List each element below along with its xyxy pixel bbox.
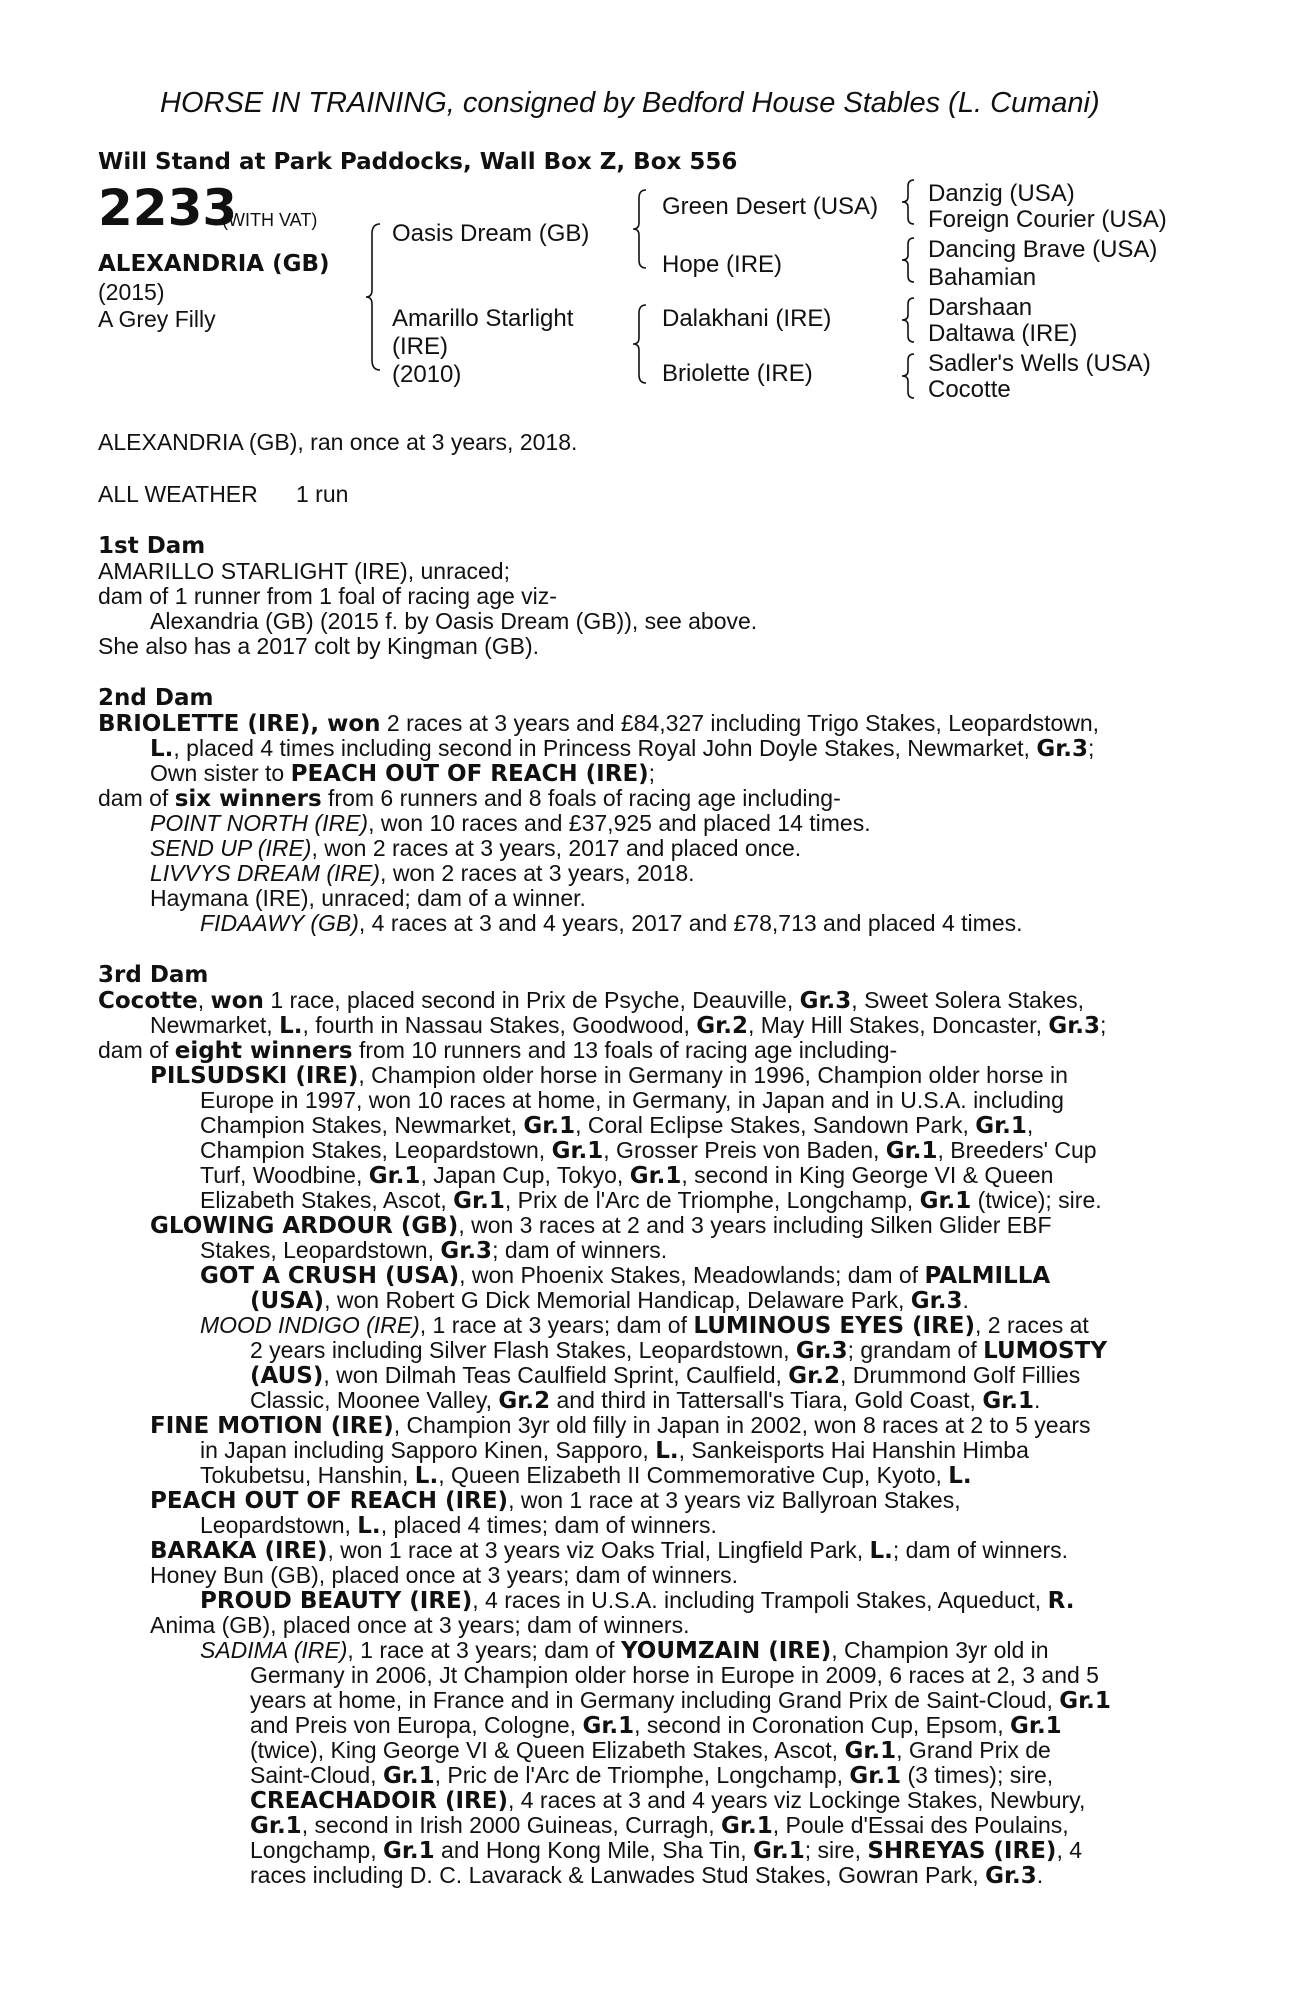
third-dam-line: (AUS), won Dilmah Teas Caulfield Sprint, Caulfield, Gr.2, Drummond Golf Fillies — [250, 1362, 1081, 1389]
second-dam-line: Haymana (IRE), unraced; dam of a winner. — [150, 885, 586, 911]
all-weather-runs: 1 run — [296, 481, 349, 507]
pedigree-brace-sire — [630, 188, 650, 270]
second-dam-line: FIDAAWY (GB), 4 races at 3 and 4 years, 2017 and £78,713 and placed 4 times. — [200, 910, 1023, 936]
second-dam-heading: 2nd Dam — [98, 685, 214, 711]
third-dam-line: Elizabeth Stakes, Ascot, Gr.1, Prix de l'Arc de Triomphe, Longchamp, Gr.1 (twice); sire. — [200, 1187, 1102, 1214]
pedigree-brace-dam — [630, 303, 650, 385]
third-dam-line: Cocotte, won 1 race, placed second in Prix de Psyche, Deauville, Gr.3, Sweet Solera Stakes, — [98, 987, 1084, 1014]
third-dam-line: GLOWING ARDOUR (GB), won 3 races at 2 and 3 years including Silken Glider EBF — [150, 1212, 1052, 1239]
third-dam-line: GOT A CRUSH (USA), won Phoenix Stakes, Meadowlands; dam of PALMILLA — [200, 1262, 1051, 1289]
second-dam-line: POINT NORTH (IRE), won 10 races and £37,925 and placed 14 times. — [150, 810, 871, 836]
third-dam-line: Saint-Cloud, Gr.1, Pric de l'Arc de Triomphe, Longchamp, Gr.1 (3 times); sire, — [250, 1762, 1054, 1789]
third-dam-line: SADIMA (IRE), 1 race at 3 years; dam of YOUMZAIN (IRE), Champion 3yr old in — [200, 1637, 1049, 1664]
pedigree-sire-dam: Hope (IRE) — [662, 251, 783, 278]
foaling-year: (2015) — [98, 279, 165, 305]
lot-number: 2233 — [98, 179, 238, 237]
pedigree-g3-item: Bahamian — [928, 264, 1037, 291]
pedigree-sire-sire: Green Desert (USA) — [662, 193, 879, 220]
third-dam-line: Classic, Moonee Valley, Gr.2 and third in Tattersall's Tiara, Gold Coast, Gr.1. — [250, 1387, 1041, 1414]
third-dam-line: Honey Bun (GB), placed once at 3 years; dam of winners. — [150, 1562, 739, 1588]
third-dam-line: Turf, Woodbine, Gr.1, Japan Cup, Tokyo, Gr.1, second in King George VI & Queen — [200, 1162, 1054, 1189]
first-dam-line: She also has a 2017 colt by Kingman (GB). — [98, 633, 540, 659]
third-dam-line: Germany in 2006, Jt Champion older horse in Europe in 2009, 6 races at 2, 3 and 5 — [250, 1662, 1099, 1688]
pedigree-brace-g3-4 — [898, 352, 918, 400]
pedigree-brace-main — [364, 222, 384, 372]
third-dam-line: PEACH OUT OF REACH (IRE), won 1 race at 3 years viz Ballyroan Stakes, — [150, 1487, 961, 1514]
second-dam-line: SEND UP (IRE), won 2 races at 3 years, 2017 and placed once. — [150, 835, 802, 861]
third-dam-line: dam of eight winners from 10 runners and 13 foals of racing age including- — [98, 1037, 898, 1064]
pedigree-dam-year: (2010) — [392, 361, 462, 388]
third-dam-line: Champion Stakes, Newmarket, Gr.1, Coral Eclipse Stakes, Sandown Park, Gr.1, — [200, 1112, 1034, 1139]
first-dam-line: Alexandria (GB) (2015 f. by Oasis Dream (GB)), see above. — [150, 608, 758, 634]
pedigree-dam-suffix: (IRE) — [392, 333, 448, 360]
third-dam-line: CREACHADOIR (IRE), 4 races at 3 and 4 years viz Lockinge Stakes, Newbury, — [250, 1787, 1086, 1814]
pedigree-g3-item: Sadler's Wells (USA) — [928, 350, 1151, 377]
first-dam-line: AMARILLO STARLIGHT (IRE), unraced; — [98, 558, 510, 584]
third-dam-line: Europe in 1997, won 10 races at home, in Germany, in Japan and in U.S.A. including — [200, 1087, 1064, 1113]
pedigree-g3-item: Foreign Courier (USA) — [928, 206, 1167, 233]
third-dam-line: Leopardstown, L., placed 4 times; dam of winners. — [200, 1512, 717, 1539]
third-dam-line: (twice), King George VI & Queen Elizabeth Stakes, Ascot, Gr.1, Grand Prix de — [250, 1737, 1051, 1764]
third-dam-line: and Preis von Europa, Cologne, Gr.1, second in Coronation Cup, Epsom, Gr.1 — [250, 1712, 1062, 1739]
third-dam-line: (USA), won Robert G Dick Memorial Handicap, Delaware Park, Gr.3. — [250, 1287, 969, 1314]
pedigree-dam-sire: Dalakhani (IRE) — [662, 305, 832, 332]
stall-location: Will Stand at Park Paddocks, Wall Box Z, Box 556 — [98, 149, 738, 175]
horse-name: ALEXANDRIA (GB) — [98, 251, 330, 277]
pedigree-g3-item: Cocotte — [928, 376, 1011, 403]
third-dam-line: PROUD BEAUTY (IRE), 4 races in U.S.A. including Trampoli Stakes, Aqueduct, R. — [200, 1587, 1075, 1614]
second-dam-line: BRIOLETTE (IRE), won 2 races at 3 years and £84,327 including Trigo Stakes, Leopardstown, — [98, 710, 1100, 737]
third-dam-line: 2 years including Silver Flash Stakes, Leopardstown, Gr.3; grandam of LUMOSTY — [250, 1337, 1107, 1364]
all-weather-label: ALL WEATHER — [98, 481, 258, 507]
pedigree-g3-item: Dancing Brave (USA) — [928, 236, 1158, 263]
third-dam-line: BARAKA (IRE), won 1 race at 3 years viz Oaks Trial, Lingfield Park, L.; dam of winners. — [150, 1537, 1069, 1564]
third-dam-line: Anima (GB), placed once at 3 years; dam of winners. — [150, 1612, 690, 1638]
third-dam-line: Champion Stakes, Leopardstown, Gr.1, Grosser Preis von Baden, Gr.1, Breeders' Cup — [200, 1137, 1097, 1164]
third-dam-line: FINE MOTION (IRE), Champion 3yr old filly in Japan in 2002, won 8 races at 2 to 5 years — [150, 1412, 1091, 1439]
vat-note: (WITH VAT) — [222, 210, 318, 230]
third-dam-line: Newmarket, L., fourth in Nassau Stakes, Goodwood, Gr.2, May Hill Stakes, Doncaster, Gr.3; — [150, 1012, 1107, 1039]
second-dam-line: dam of six winners from 6 runners and 8 foals of racing age including- — [98, 785, 841, 812]
third-dam-line: in Japan including Sapporo Kinen, Sapporo, L., Sankeisports Hai Hanshin Himba — [200, 1437, 1029, 1464]
horse-description: A Grey Filly — [98, 306, 216, 332]
pedigree-dam-dam: Briolette (IRE) — [662, 360, 813, 387]
third-dam-line: Stakes, Leopardstown, Gr.3; dam of winners. — [200, 1237, 668, 1264]
pedigree-brace-g3-1 — [898, 178, 918, 226]
third-dam-line: races including D. C. Lavarack & Lanwades Stud Stakes, Gowran Park, Gr.3. — [250, 1862, 1044, 1889]
third-dam-heading: 3rd Dam — [98, 962, 209, 988]
pedigree-sire: Oasis Dream (GB) — [392, 220, 590, 247]
third-dam-line: Longchamp, Gr.1 and Hong Kong Mile, Sha Tin, Gr.1; sire, SHREYAS (IRE), 4 — [250, 1837, 1083, 1864]
page-title: HORSE IN TRAINING, consigned by Bedford House Stables (L. Cumani) — [160, 87, 1100, 119]
pedigree-dam: Amarillo Starlight — [392, 305, 574, 332]
pedigree-g3-item: Danzig (USA) — [928, 180, 1075, 207]
pedigree-brace-g3-3 — [898, 296, 918, 344]
third-dam-line: PILSUDSKI (IRE), Champion older horse in Germany in 1996, Champion older horse in — [150, 1062, 1068, 1089]
first-dam-heading: 1st Dam — [98, 533, 206, 559]
second-dam-line: Own sister to PEACH OUT OF REACH (IRE); — [150, 760, 656, 787]
pedigree-g3-item: Darshaan — [928, 294, 1033, 321]
pedigree-g3-item: Daltawa (IRE) — [928, 320, 1078, 347]
second-dam-line: L., placed 4 times including second in Princess Royal John Doyle Stakes, Newmarket, Gr.3; — [150, 735, 1095, 762]
pedigree-brace-g3-2 — [898, 236, 918, 284]
race-record: ALEXANDRIA (GB), ran once at 3 years, 2018. — [98, 429, 578, 455]
third-dam-line: years at home, in France and in Germany including Grand Prix de Saint-Cloud, Gr.1 — [250, 1687, 1111, 1714]
third-dam-line: Gr.1, second in Irish 2000 Guineas, Curragh, Gr.1, Poule d'Essai des Poulains, — [250, 1812, 1069, 1839]
second-dam-line: LIVVYS DREAM (IRE), won 2 races at 3 years, 2018. — [150, 860, 695, 886]
third-dam-line: Tokubetsu, Hanshin, L., Queen Elizabeth II Commemorative Cup, Kyoto, L. — [200, 1462, 972, 1489]
first-dam-line: dam of 1 runner from 1 foal of racing age viz- — [98, 583, 557, 609]
third-dam-line: MOOD INDIGO (IRE), 1 race at 3 years; dam of LUMINOUS EYES (IRE), 2 races at — [200, 1312, 1089, 1339]
